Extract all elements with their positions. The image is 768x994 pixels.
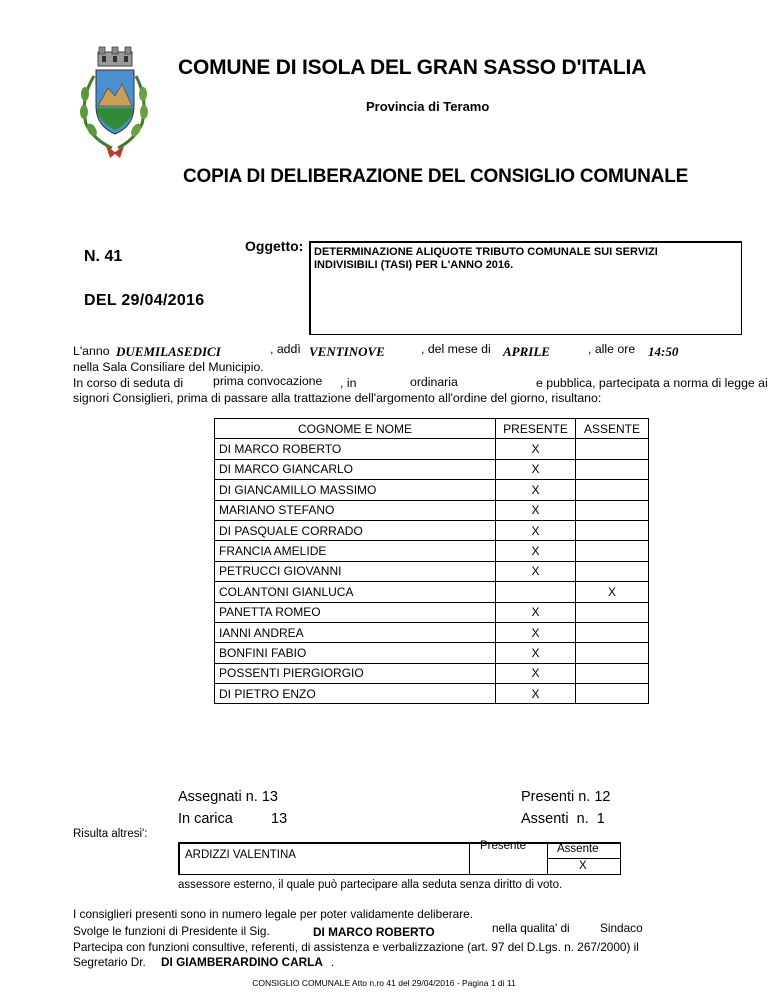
assente-mark bbox=[576, 561, 649, 581]
segretario-label: Segretario Dr. bbox=[73, 955, 146, 969]
header-assente: ASSENTE bbox=[576, 419, 649, 439]
qualita-label: nella qualita' di bbox=[492, 921, 570, 935]
municipality-title: COMUNE DI ISOLA DEL GRAN SASSO D'ITALIA bbox=[178, 56, 647, 79]
pubblica-text: e pubblica, partecipata a norma di legge ai bbox=[536, 376, 768, 390]
assente-mark bbox=[576, 459, 649, 479]
table-row bbox=[215, 439, 649, 459]
table-header-row bbox=[215, 419, 649, 439]
assente-mark bbox=[576, 480, 649, 500]
councillor-name: BONFINI FABIO bbox=[215, 643, 496, 663]
segretario-name: DI GIAMBERARDINO CARLA bbox=[161, 955, 323, 969]
external-assente-header: Assente bbox=[557, 843, 599, 855]
table-row bbox=[215, 643, 649, 663]
councillor-name: DI MARCO ROBERTO bbox=[215, 439, 496, 459]
assente-mark bbox=[576, 643, 649, 663]
ore-value: 14:50 bbox=[648, 344, 679, 359]
table-row bbox=[215, 520, 649, 540]
councillor-name: MARIANO STEFANO bbox=[215, 500, 496, 520]
councillor-name: IANNI ANDREA bbox=[215, 622, 496, 642]
councillor-name: DI PIETRO ENZO bbox=[215, 684, 496, 704]
presente-mark: X bbox=[496, 684, 576, 704]
segretario-period: . bbox=[331, 955, 335, 969]
header-presente: PRESENTE bbox=[496, 419, 576, 439]
external-member-name: ARDIZZI VALENTINA bbox=[185, 849, 296, 861]
presente-mark: X bbox=[496, 480, 576, 500]
assente-mark bbox=[576, 602, 649, 622]
convocazione-value: prima convocazione bbox=[213, 374, 323, 388]
assente-mark bbox=[576, 439, 649, 459]
presente-mark: X bbox=[496, 439, 576, 459]
table-row bbox=[215, 622, 649, 642]
ore-label: , alle ore bbox=[588, 342, 636, 356]
assente-mark bbox=[576, 684, 649, 704]
mese-value: APRILE bbox=[503, 344, 550, 359]
assente-mark bbox=[576, 622, 649, 642]
presente-mark bbox=[496, 582, 576, 602]
presente-mark: X bbox=[496, 541, 576, 561]
presente-mark: X bbox=[496, 459, 576, 479]
presente-mark: X bbox=[496, 643, 576, 663]
delibera-date: DEL 29/04/2016 bbox=[84, 292, 205, 309]
presente-mark: X bbox=[496, 622, 576, 642]
altresi-label: Risulta altresi': bbox=[73, 828, 148, 840]
tipo-value: ordinaria bbox=[410, 375, 458, 389]
assente-divider bbox=[548, 858, 620, 859]
councillor-name: DI GIANCAMILLO MASSIMO bbox=[215, 480, 496, 500]
header-name: COGNOME E NOME bbox=[215, 419, 496, 439]
presente-mark: X bbox=[496, 602, 576, 622]
addi-value: VENTINOVE bbox=[309, 344, 385, 359]
oggetto-line-1: DETERMINAZIONE ALIQUOTE TRIBUTO COMUNALE SUI SERVIZI bbox=[314, 246, 658, 258]
external-member-note: assessore esterno, il quale può partecipare alla seduta senza diritto di voto. bbox=[178, 879, 563, 891]
table-row bbox=[215, 541, 649, 561]
councillor-name: POSSENTI PIERGIORGIO bbox=[215, 663, 496, 683]
councillor-name: FRANCIA AMELIDE bbox=[215, 541, 496, 561]
external-assente-mark: X bbox=[579, 860, 587, 872]
document-type-title: COPIA DI DELIBERAZIONE DEL CONSIGLIO COMUNALE bbox=[183, 166, 689, 187]
external-presente-header: Presente bbox=[480, 840, 527, 852]
segretario-line: Partecipa con funzioni consultive, referenti, di assistenza e verbalizzazione (art. 97 del D.Lgs. n. 267/2000) il bbox=[73, 940, 639, 954]
assente-mark: X bbox=[576, 582, 649, 602]
oggetto-label: Oggetto: bbox=[245, 238, 304, 254]
delibera-number: N. 41 bbox=[84, 248, 123, 265]
seduta-label: In corso di seduta di bbox=[73, 376, 184, 390]
table-row bbox=[215, 684, 649, 704]
presidente-name: DI MARCO ROBERTO bbox=[313, 925, 435, 939]
assente-mark bbox=[576, 663, 649, 683]
table-row bbox=[215, 561, 649, 581]
mese-label: , del mese di bbox=[421, 342, 491, 356]
table-row bbox=[215, 459, 649, 479]
presente-mark: X bbox=[496, 663, 576, 683]
consiglieri-line: signori Consiglieri, prima di passare alla trattazione dell'argomento all'ordine del giorno, risultano: bbox=[73, 391, 602, 405]
oggetto-text bbox=[314, 246, 734, 272]
councillor-name: DI PASQUALE CORRADO bbox=[215, 520, 496, 540]
sala-line: nella Sala Consiliare del Municipio. bbox=[73, 360, 264, 374]
attendance-table bbox=[214, 418, 649, 704]
page-footer: CONSIGLIO COMUNALE Atto n.ro 41 del 29/04/2016 - Pagina 1 di 11 bbox=[252, 978, 516, 988]
legal-number-line: I consiglieri presenti sono in numero legale per poter validamente deliberare. bbox=[73, 907, 474, 921]
in-label: , in bbox=[340, 376, 357, 390]
assegnati-count: Assegnati n. 13 bbox=[178, 789, 278, 805]
presente-mark: X bbox=[496, 561, 576, 581]
oggetto-line-2: INDIVISIBILI (TASI) PER L'ANNO 2016. bbox=[314, 259, 514, 271]
table-row bbox=[215, 602, 649, 622]
councillor-name: PETRUCCI GIOVANNI bbox=[215, 561, 496, 581]
assenti-count: Assenti n. 1 bbox=[521, 811, 605, 827]
addi-label: , addì bbox=[270, 342, 301, 356]
presente-mark: X bbox=[496, 520, 576, 540]
councillor-name: COLANTONI GIANLUCA bbox=[215, 582, 496, 602]
table-row bbox=[215, 480, 649, 500]
anno-label: L'anno bbox=[73, 344, 110, 358]
qualita-value: Sindaco bbox=[600, 921, 643, 935]
anno-value: DUEMILASEDICI bbox=[116, 344, 221, 359]
province-label: Provincia di Teramo bbox=[366, 99, 490, 114]
table-row bbox=[215, 582, 649, 602]
assente-mark bbox=[576, 520, 649, 540]
assente-mark bbox=[576, 500, 649, 520]
table-row bbox=[215, 663, 649, 683]
in-carica-label: In carica bbox=[178, 811, 233, 827]
assente-mark bbox=[576, 541, 649, 561]
councillor-name: PANETTA ROMEO bbox=[215, 602, 496, 622]
presenti-count: Presenti n. 12 bbox=[521, 789, 611, 805]
presente-mark: X bbox=[496, 500, 576, 520]
in-carica-value: 13 bbox=[271, 811, 288, 827]
councillor-name: DI MARCO GIANCARLO bbox=[215, 459, 496, 479]
municipal-crest-icon bbox=[72, 44, 152, 164]
presidente-label: Svolge le funzioni di Presidente il Sig. bbox=[73, 924, 270, 938]
table-row bbox=[215, 500, 649, 520]
